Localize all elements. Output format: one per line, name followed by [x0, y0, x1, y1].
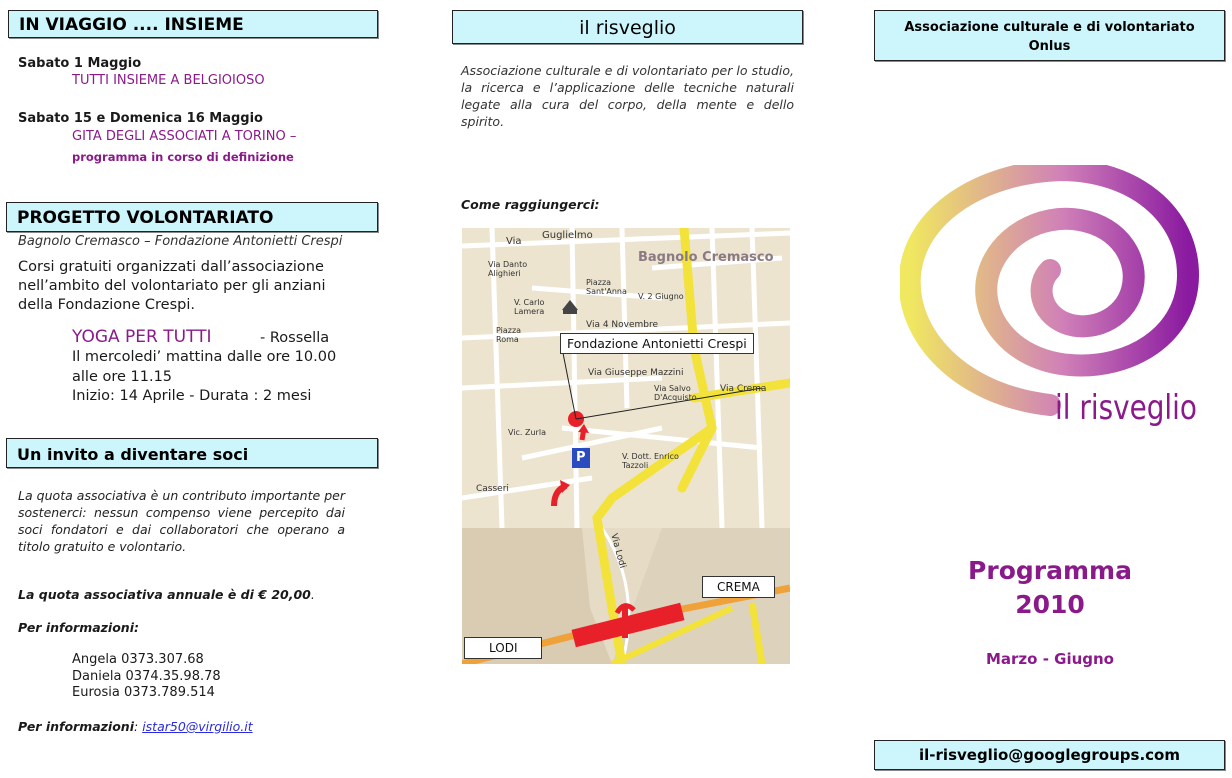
contact-eurosia: Eurosia 0373.789.514 [72, 685, 215, 700]
map-parking-label: P [576, 450, 586, 465]
map-street-guglielmo: Guglielmo [542, 230, 593, 241]
programma-title: Programma [968, 556, 1132, 585]
invito-paragraph: La quota associativa è un contributo importante per sostenerci: nessun compenso viene percepito dai soci fondatori e dai collaboratori che operano a titolo gratuito e volontario. [18, 488, 345, 554]
map-street-casseri: Casseri [476, 484, 509, 494]
event2-title: GITA DEGLI ASSOCIATI A TORINO – [72, 129, 297, 144]
info-label: Per informazioni: [18, 620, 139, 635]
map-street-lamera: V. Carlo Lamera [514, 298, 545, 316]
map-street-piazza-roma: Piazza Roma [496, 326, 522, 344]
map-street-mazzini: Via Giuseppe Mazzini [588, 368, 684, 378]
map-street-zurla: Vic. Zurla [508, 428, 546, 437]
course-teacher: - Rossella [260, 330, 330, 346]
progetto-header: PROGETTO VOLONTARIATO [6, 202, 378, 232]
spiral-logo [900, 165, 1200, 425]
info-label2: Per informazioni [18, 719, 134, 734]
quota-text: La quota associativa annuale è di € 20,00 [18, 587, 311, 602]
progetto-subtitle: Bagnolo Cremasco – Fondazione Antonietti Crespi [18, 234, 343, 249]
contact-daniela: Daniela 0374.35.98.78 [72, 669, 221, 684]
map-town-label: Bagnolo Cremasco [638, 250, 774, 265]
contact-angela: Angela 0373.307.68 [72, 652, 204, 667]
assoc-header [874, 10, 1225, 61]
directions-label: Come raggiungerci: [461, 197, 600, 212]
course-name: YOGA PER TUTTI [72, 327, 212, 347]
map-street-dante: Via Danto Alighieri [488, 260, 528, 278]
course-line3: Inizio: 14 Aprile - Durata : 2 mesi [72, 388, 312, 404]
progetto-line1: Corsi gratuiti organizzati dall’associazione [18, 259, 324, 275]
map-street-santanna: Piazza Sant'Anna [586, 278, 627, 296]
middle-header: il risveglio [452, 10, 803, 44]
course-line1: Il mercoledi’ mattina dalle ore 10.00 [72, 349, 337, 365]
progetto-line3: della Fondazione Crespi. [18, 297, 195, 313]
quota-line [18, 587, 315, 602]
location-map[interactable] [462, 228, 790, 664]
programma-period: Marzo - Giugno [985, 650, 1114, 668]
event2-date: Sabato 15 e Domenica 16 Maggio [18, 111, 263, 126]
map-street-dacquisto: Via Salvo D'Acquisto [654, 384, 697, 402]
group-email-box[interactable]: il-risveglio@googlegroups.com [874, 740, 1225, 770]
event1-date: Sabato 1 Maggio [18, 56, 142, 71]
map-label-lodi: LODI [464, 637, 542, 659]
course-line2: alle ore 11.15 [72, 369, 173, 385]
assoc-line2: Onlus [1028, 39, 1071, 54]
event2-note: programma in corso di definizione [72, 150, 294, 164]
quota-end: . [310, 587, 315, 602]
assoc-line1: Associazione culturale e di volontariato [904, 20, 1195, 35]
invito-header: Un invito a diventare soci [6, 438, 378, 468]
progetto-line2: nell’ambito del volontariato per gli anziani [18, 278, 326, 294]
email-link[interactable]: istar50@virgilio.it [142, 719, 253, 734]
logo-text: il risveglio [1055, 388, 1197, 428]
map-street-lodi: Via Lodi [608, 532, 628, 570]
map-callout-fondazione: Fondazione Antonietti Crespi [560, 333, 754, 354]
middle-description: Associazione culturale e di volontariato per lo studio, la ricerca e l’applicazione delle tecniche naturali legate alla cura del corpo, della mente e dello spirito. [461, 63, 794, 129]
map-street-2giugno: V. 2 Giugno [638, 292, 684, 301]
map-street-crema: Via Crema [720, 384, 767, 394]
map-street-tazzoli: V. Dott. Enrico Tazzoli [622, 452, 679, 470]
info-email-line [18, 719, 253, 734]
left-column [0, 0, 400, 778]
programma-year: 2010 [1015, 590, 1085, 619]
map-street-4novembre: Via 4 Novembre [586, 320, 659, 330]
viaggio-header: IN VIAGGIO .... INSIEME [8, 10, 378, 38]
map-street-via: Via [506, 236, 522, 247]
map-label-crema: CREMA [702, 576, 775, 598]
event1-title: TUTTI INSIEME A BELGIOIOSO [72, 73, 265, 88]
info-sep: : [134, 719, 143, 734]
